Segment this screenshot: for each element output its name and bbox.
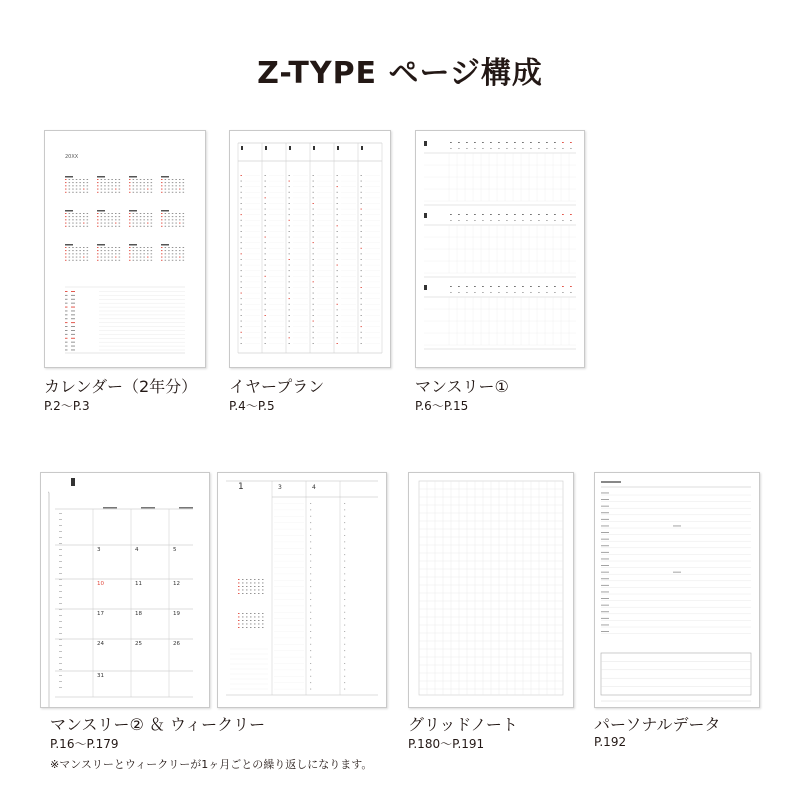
monthly1-pages: P.6〜P.15 <box>415 399 469 413</box>
emergency-box <box>601 653 751 695</box>
monthly1-page-thumbnail <box>415 130 585 368</box>
weekly-column-day: 3 <box>278 484 282 491</box>
mini-month-header <box>65 210 73 212</box>
monthly1-thumbnail-drawing <box>416 131 584 367</box>
monthly1-caption: マンスリー① <box>415 377 509 396</box>
month-band-number <box>424 285 427 290</box>
personal-data-pages: P.192 <box>594 735 627 749</box>
year-plan-caption: イヤープラン <box>229 377 325 396</box>
month-day-number: 5 <box>173 547 177 553</box>
weekly-page-thumbnail <box>217 472 387 708</box>
calendar-pages: P.2〜P.3 <box>44 399 90 413</box>
month-day-number: 18 <box>135 611 142 617</box>
month-band-number <box>424 213 427 218</box>
grid-note-pages: P.180〜P.191 <box>408 737 485 751</box>
personal-data-caption: パーソナルデータ <box>594 715 721 734</box>
mini-month-header <box>161 176 169 178</box>
page-title: Z-TYPE ページ構成 <box>257 56 543 91</box>
year-plan-pages: P.4〜P.5 <box>229 399 275 413</box>
monthly2-thumbnail-drawing <box>41 473 209 707</box>
mini-month-header <box>161 210 169 212</box>
month-day-number: 4 <box>135 547 139 553</box>
year-plan-page-thumbnail <box>229 130 391 368</box>
weekday-header <box>179 507 193 509</box>
month-number <box>313 146 315 150</box>
weekly-thumbnail-drawing <box>218 473 386 707</box>
weekly-day-number: 1 <box>238 482 244 492</box>
month-day-number: 19 <box>173 611 180 617</box>
repeat-note: ※マンスリーとウィークリーが1ヶ月ごとの繰り返しになります。 <box>50 758 373 771</box>
mini-month-header <box>65 176 73 178</box>
mini-month-header <box>65 244 73 246</box>
calendar-year-label: 20XX <box>65 154 79 160</box>
mini-month-header <box>161 244 169 246</box>
month-number <box>337 146 339 150</box>
grid-note-caption: グリッドノート <box>408 715 518 734</box>
mini-month-header <box>129 176 137 178</box>
form-title <box>601 481 621 483</box>
month-number <box>241 146 243 150</box>
month-day-number: 24 <box>97 641 104 647</box>
grid-note-page-thumbnail <box>408 472 574 708</box>
mini-month-header <box>97 210 105 212</box>
monthly2-page-thumbnail <box>40 472 210 708</box>
mini-month-header <box>129 244 137 246</box>
month-number <box>361 146 363 150</box>
month-number <box>71 478 75 486</box>
month-day-number: 3 <box>97 547 101 553</box>
monthly2-weekly-pages: P.16〜P.179 <box>50 737 119 751</box>
weekday-header <box>103 507 117 509</box>
month-number <box>265 146 267 150</box>
calendar-thumbnail-drawing <box>45 131 205 367</box>
weekly-column-day: 4 <box>312 484 316 491</box>
grid-note-thumbnail-drawing <box>409 473 573 707</box>
year-plan-thumbnail-drawing <box>230 131 390 367</box>
mini-month-header <box>97 176 105 178</box>
month-band-number <box>424 141 427 146</box>
weekday-header <box>141 507 155 509</box>
month-number <box>289 146 291 150</box>
month-day-number: 10 <box>97 581 104 587</box>
mini-month-header <box>97 244 105 246</box>
monthly2-weekly-caption: マンスリー② ＆ ウィークリー <box>50 715 266 734</box>
personal-data-page-thumbnail <box>594 472 760 708</box>
calendar-caption: カレンダー（2年分） <box>44 377 198 396</box>
personal-data-thumbnail-drawing <box>595 473 759 707</box>
month-day-number: 25 <box>135 641 142 647</box>
calendar-page-thumbnail <box>44 130 206 368</box>
month-day-number: 26 <box>173 641 180 647</box>
month-day-number: 11 <box>135 581 142 587</box>
month-day-number: 12 <box>173 581 180 587</box>
month-day-number: 17 <box>97 611 104 617</box>
mini-month-header <box>129 210 137 212</box>
month-day-number: 31 <box>97 673 104 679</box>
